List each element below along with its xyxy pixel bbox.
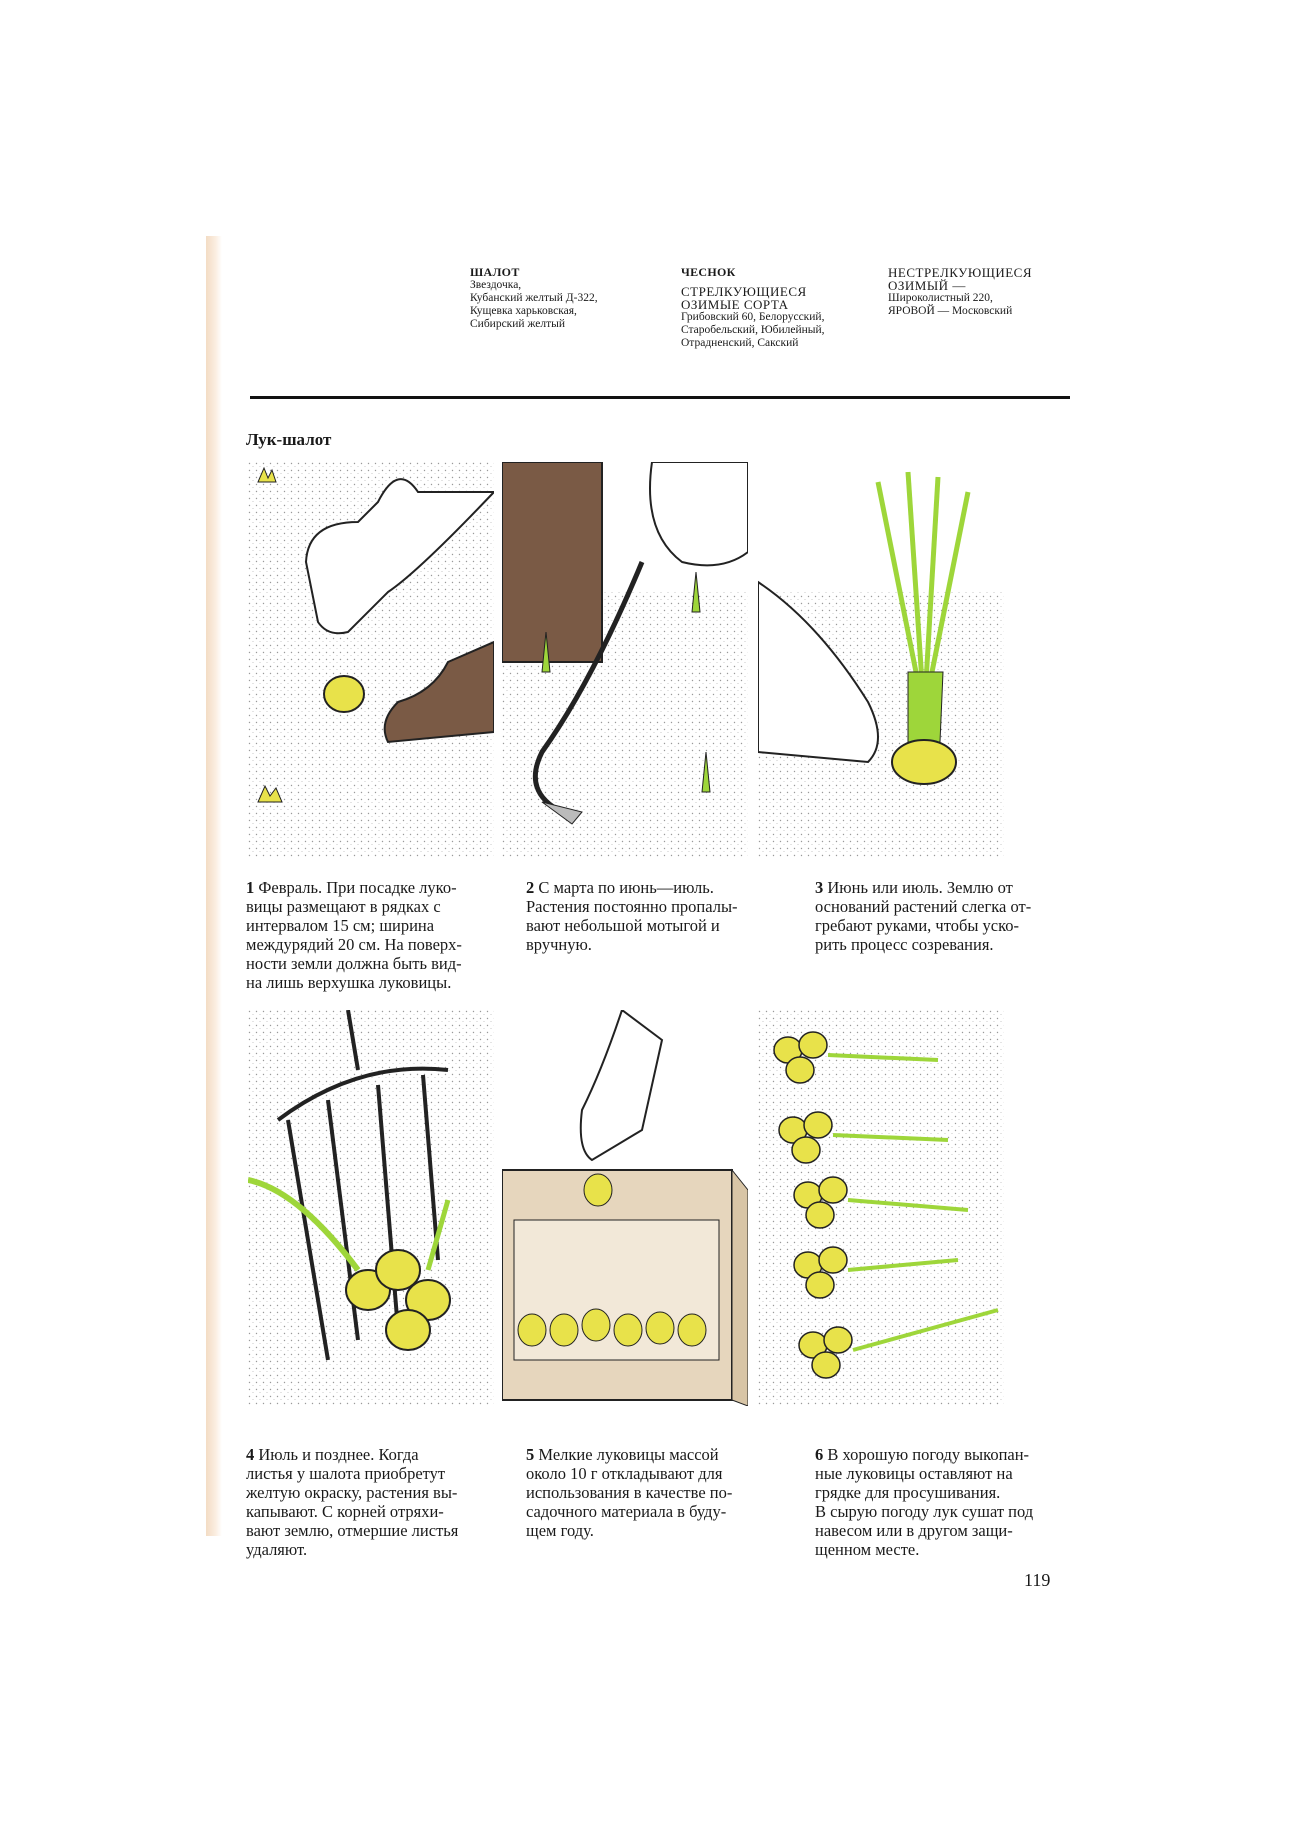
header-garlic-heading: ЧЕСНОК bbox=[681, 265, 736, 279]
caption-line: листья у шалота приобретут bbox=[246, 1464, 446, 1483]
header-nonbolting bbox=[888, 266, 1032, 318]
step-caption bbox=[246, 1445, 496, 1559]
caption-line: капывают. С корней отряхи- bbox=[246, 1502, 444, 1521]
caption-line: около 10 г откладывают для bbox=[526, 1464, 723, 1483]
step-number: 4 bbox=[246, 1445, 255, 1464]
caption-line: грядке для просушивания. bbox=[815, 1483, 1001, 1502]
illustration-exposing-bulb bbox=[758, 462, 1004, 858]
header-garlic-sub: ОЗИМЫЕ СОРТА bbox=[681, 297, 789, 312]
header-shallot-line: Сибирский желтый bbox=[470, 318, 565, 330]
drying-drawing bbox=[758, 1010, 1004, 1406]
illustration-lifting bbox=[248, 1010, 494, 1406]
illustration-drying bbox=[758, 1010, 1004, 1406]
header-garlic-sub: СТРЕЛКУЮЩИЕСЯ bbox=[681, 284, 807, 299]
step-caption bbox=[246, 878, 496, 992]
sorting-drawing bbox=[502, 1010, 748, 1406]
caption-line: С марта по июнь—июль. bbox=[538, 878, 714, 897]
illustration-sorting bbox=[502, 1010, 748, 1406]
header-garlic-line: Отрадненский, Сакский bbox=[681, 337, 799, 349]
caption-line: интервалом 15 см; ширина bbox=[246, 916, 435, 935]
step-caption bbox=[526, 878, 776, 954]
caption-line: вают землю, отмершие листья bbox=[246, 1521, 459, 1540]
header-garlic bbox=[681, 266, 825, 350]
section-title: Лук-шалот bbox=[246, 430, 332, 449]
caption-line: Июнь или июль. Землю от bbox=[827, 878, 1013, 897]
step-number: 6 bbox=[815, 1445, 824, 1464]
header-garlic-line: Старобельский, Юбилейный, bbox=[681, 324, 825, 336]
step-number: 5 bbox=[526, 1445, 535, 1464]
caption-line: использования в качестве по- bbox=[526, 1483, 733, 1502]
header-shallot-line: Кубанский желтый Д-322, bbox=[470, 292, 598, 304]
caption-line: садочного материала в буду- bbox=[526, 1502, 727, 1521]
caption-line: Мелкие луковицы массой bbox=[538, 1445, 719, 1464]
caption-line: желтую окраску, растения вы- bbox=[246, 1483, 458, 1502]
exposing-drawing bbox=[758, 462, 1004, 858]
header-nonbolting-sub: НЕСТРЕЛКУЮЩИЕСЯ bbox=[888, 265, 1033, 280]
caption-line: вицы размещают в рядках с bbox=[246, 897, 441, 916]
step-caption bbox=[526, 1445, 776, 1540]
caption-line: В хорошую погоду выкопан- bbox=[827, 1445, 1030, 1464]
header-shallot bbox=[470, 266, 598, 331]
caption-line: ные луковицы оставляют на bbox=[815, 1464, 1013, 1483]
caption-line: щенном месте. bbox=[815, 1540, 920, 1559]
caption-line: гребают руками, чтобы уско- bbox=[815, 916, 1020, 935]
caption-line: вручную. bbox=[526, 935, 592, 954]
caption-line: Февраль. При посадке луко- bbox=[258, 878, 457, 897]
lifting-drawing bbox=[248, 1010, 494, 1406]
step-caption bbox=[815, 878, 1065, 954]
caption-line: навесом или в другом защи- bbox=[815, 1521, 1013, 1540]
page-number: 119 bbox=[1024, 1570, 1051, 1590]
caption-line: щем году. bbox=[526, 1521, 594, 1540]
header-nonbolting-line: Широколистный 220, bbox=[888, 292, 993, 304]
step-caption bbox=[815, 1445, 1065, 1559]
step-number: 1 bbox=[246, 878, 255, 897]
step-number: 2 bbox=[526, 878, 535, 897]
header-shallot-line: Звездочка, bbox=[470, 279, 522, 291]
caption-line: вают небольшой мотыгой и bbox=[526, 916, 720, 935]
page-edge-shadow bbox=[206, 236, 222, 1536]
caption-line: В сырую погоду лук сушат под bbox=[815, 1502, 1034, 1521]
hoeing-drawing bbox=[502, 462, 748, 858]
caption-line: междурядий 20 см. На поверх- bbox=[246, 935, 462, 954]
caption-line: на лишь верхушка луковицы. bbox=[246, 973, 452, 992]
header-shallot-heading: ШАЛОТ bbox=[470, 265, 520, 279]
header-nonbolting-sub: ОЗИМЫЙ — bbox=[888, 278, 966, 293]
caption-line: Июль и позднее. Когда bbox=[258, 1445, 419, 1464]
header-rule bbox=[250, 396, 1070, 399]
planting-drawing bbox=[248, 462, 494, 858]
caption-line: рить процесс созревания. bbox=[815, 935, 994, 954]
caption-line: ности земли должна быть вид- bbox=[246, 954, 462, 973]
header-shallot-line: Кущевка харьковская, bbox=[470, 305, 577, 317]
header-garlic-line: Грибовский 60, Белорусский, bbox=[681, 311, 825, 323]
caption-line: удаляют. bbox=[246, 1540, 308, 1559]
header-nonbolting-line: ЯРОВОЙ — Московский bbox=[888, 305, 1013, 317]
illustration-planting bbox=[248, 462, 494, 858]
caption-line: оснований растений слегка от- bbox=[815, 897, 1032, 916]
caption-line: Растения постоянно пропалы- bbox=[526, 897, 738, 916]
illustration-hoeing bbox=[502, 462, 748, 858]
step-number: 3 bbox=[815, 878, 824, 897]
